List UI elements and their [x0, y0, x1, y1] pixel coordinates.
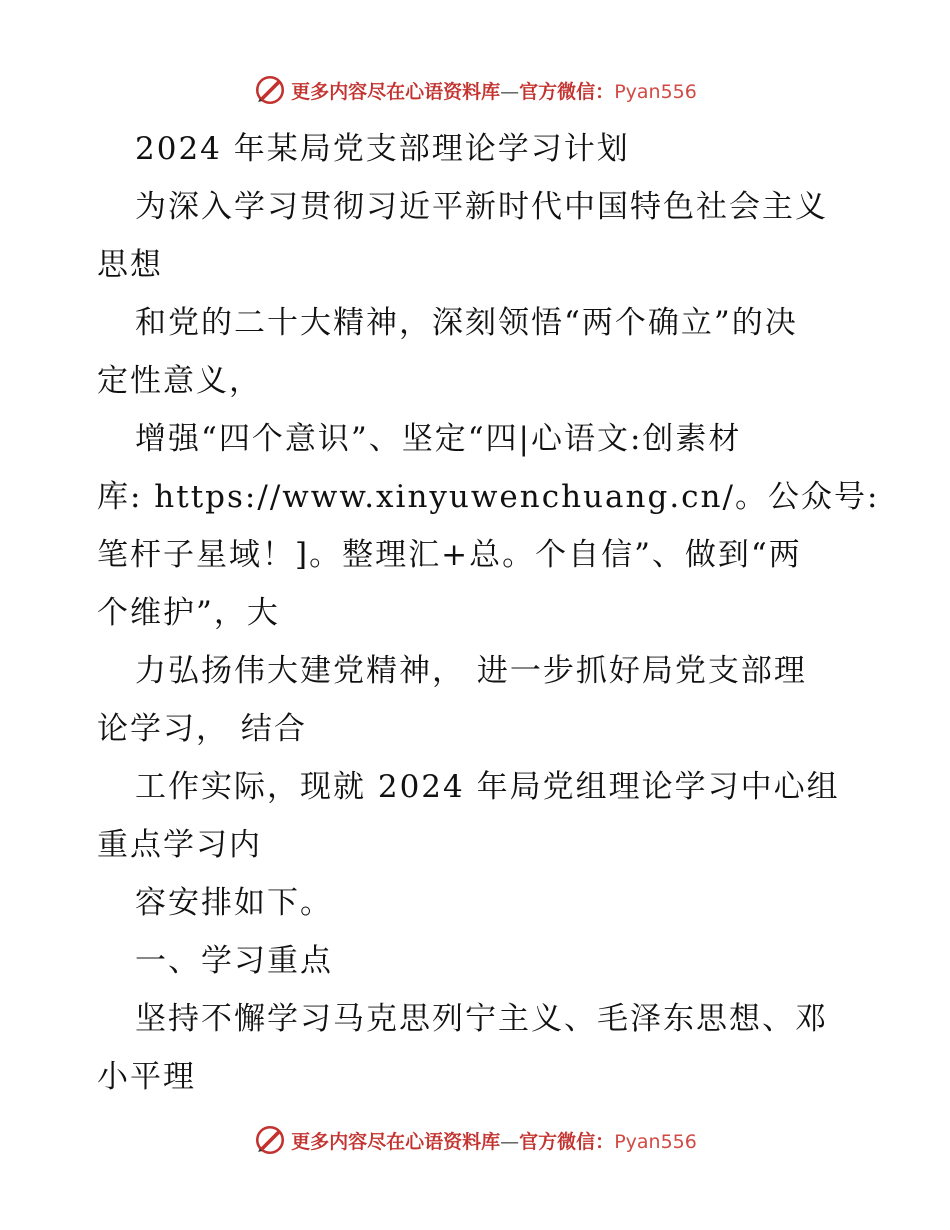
banner-wechat-label: 官方微信：	[519, 80, 615, 103]
paragraph-line: 定性意义，	[97, 363, 262, 399]
paragraph-line: 坚持不懈学习马克思列宁主义、毛泽东思想、邓	[135, 1001, 828, 1037]
paragraph-line: 库: https://www.xinyuwenchuang.cn/。公众号:	[97, 479, 880, 515]
banner-prefix: 更多内容尽在心语资料库	[291, 1130, 501, 1153]
banner-prefix: 更多内容尽在心语资料库	[291, 80, 501, 103]
paragraph-line: 小平理	[97, 1059, 196, 1095]
header-watermark-banner	[0, 70, 950, 110]
banner-separator: —	[500, 1130, 520, 1153]
paragraph-line: 力弘扬伟大建党精神， 进一步抓好局党支部理	[135, 653, 807, 689]
paragraph-line: 重点学习内	[97, 827, 262, 863]
banner-wechat-id: Pyan556	[614, 1130, 697, 1153]
footer-watermark-banner	[0, 1120, 950, 1160]
paragraph-line: 为深入学习贯彻习近平新时代中国特色社会主义	[135, 189, 828, 225]
banner-wechat-id: Pyan556	[614, 80, 697, 103]
paragraph-line: 个维护”，大	[97, 595, 280, 631]
pen-logo-icon	[253, 1123, 287, 1157]
pen-logo-icon	[253, 73, 287, 107]
paragraph-line: 增强“四个意识”、坚定“四|心语文:创素材	[135, 421, 742, 457]
paragraph-line: 和党的二十大精神，深刻领悟“两个确立”的决	[135, 305, 798, 341]
paragraph-line: 笔杆子星域！]。整理汇+总。个自信”、做到“两	[97, 537, 802, 573]
section-heading: 一、学习重点	[135, 943, 333, 979]
banner-separator: —	[500, 80, 520, 103]
paragraph-line: 论学习， 结合	[97, 711, 307, 747]
document-title: 2024 年某局党支部理论学习计划	[135, 131, 630, 167]
banner-wechat-label: 官方微信：	[519, 1130, 615, 1153]
document-body	[97, 120, 880, 1106]
paragraph-line: 思想	[97, 247, 163, 283]
paragraph-line: 工作实际，现就 2024 年局党组理论学习中心组	[135, 769, 840, 805]
paragraph-line: 容安排如下。	[135, 885, 333, 921]
